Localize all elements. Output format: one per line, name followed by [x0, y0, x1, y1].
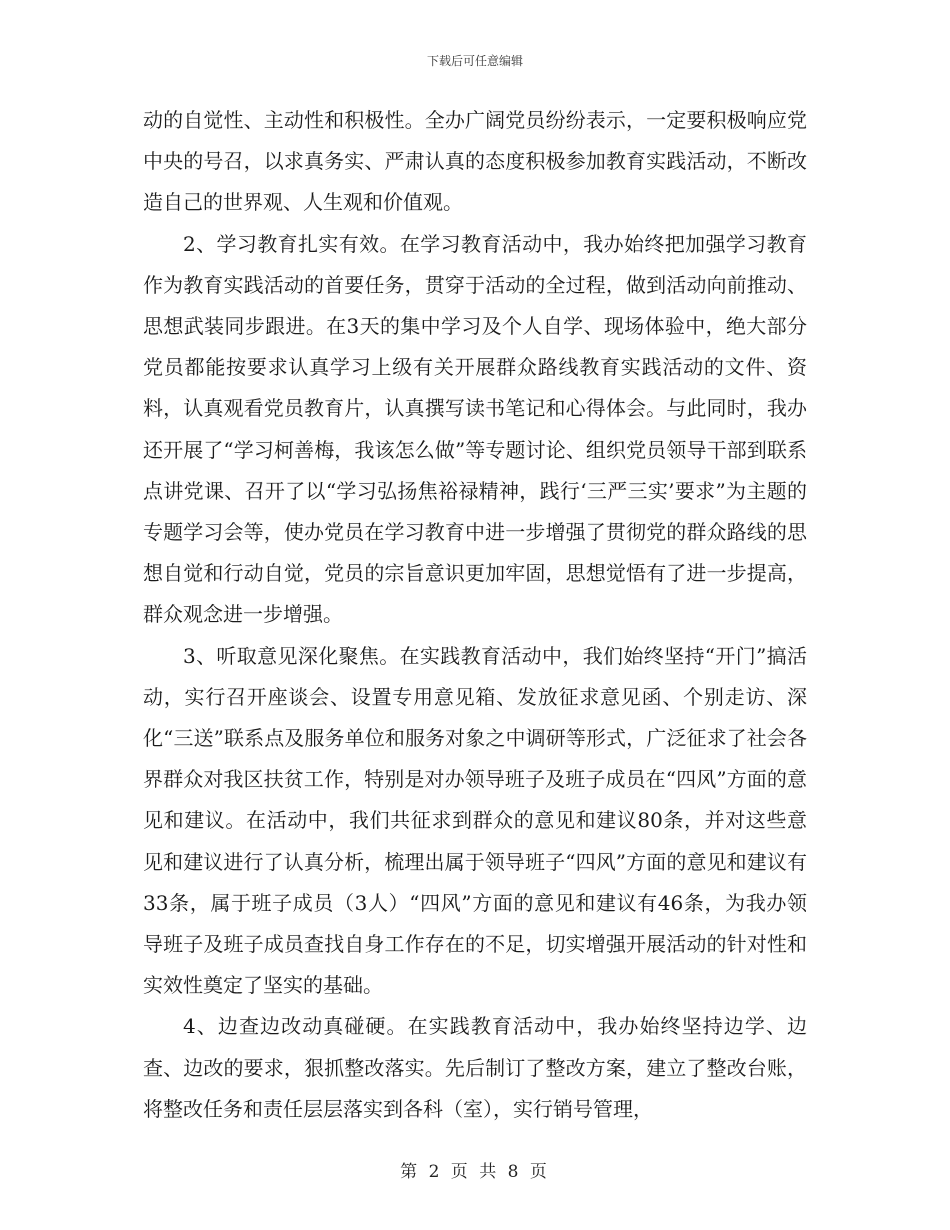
- document-body: [143, 100, 807, 1130]
- page-header-note: 下载后可任意编辑: [426, 54, 523, 68]
- paragraph-continuation: 动的自觉性、主动性和积极性。全办广阔党员纷纷表示，一定要积极响应党中央的号召，以求真务实、严肃认真的态度积极参加教育实践活动，不断改造自己的世界观、人生观和价值观。: [143, 108, 807, 215]
- paragraph-check-and-rectify: 4、边查边改动真碰硬。在实践教育活动中，我办始终坚持边学、边查、边改的要求，狠抓整改落实。先后制订了整改方案，建立了整改台账，将整改任务和责任层层落实到各科（室），实行销号管理，: [143, 1014, 807, 1121]
- paragraph-listen-opinions: 3、听取意见深化聚焦。在实践教育活动中，我们始终坚持“开门”搞活动，实行召开座谈会、设置专用意见箱、发放征求意见函、个别走访、深化“三送”联系点及服务单位和服务对象之中调研等形式，广泛征求了社会各界群众对我区扶贫工作，特别是对办领导班子及班子成员在“四风”方面的意见和建议。在活动中，我们共征求到群众的意见和建议80条，并对这些意见和建议进行了认真分析，梳理出属于领导班子“四风”方面的意见和建议有33条，属于班子成员（3人）“四风”方面的意见和建议有46条，为我办领导班子及班子成员查找自身工作存在的不足，切实增强开展活动的针对性和实效性奠定了坚实的基础。: [143, 643, 807, 998]
- page-number-footer: 第 2 页 共 8 页: [400, 1162, 550, 1182]
- paragraph-study-education: 2、学习教育扎实有效。在学习教育活动中，我办始终把加强学习教育作为教育实践活动的首要任务，贯穿于活动的全过程，做到活动向前推动、思想武装同步跟进。在3天的集中学习及个人自学、现场体验中，绝大部分党员都能按要求认真学习上级有关开展群众路线教育实践活动的文件、资料，认真观看党员教育片，认真撰写读书笔记和心得体会。与此同时，我办还开展了“学习柯善梅，我该怎么做”等专题讨论、组织党员领导干部到联系点讲党课、召开了以“学习弘扬焦裕禄精神，践行‘三严三实’要求”为主题的专题学习会等，使办党员在学习教育中进一步增强了贯彻党的群众路线的思想自觉和行动自觉，党员的宗旨意识更加牢固，思想觉悟有了进一步提高，群众观念进一步增强。: [143, 231, 807, 627]
